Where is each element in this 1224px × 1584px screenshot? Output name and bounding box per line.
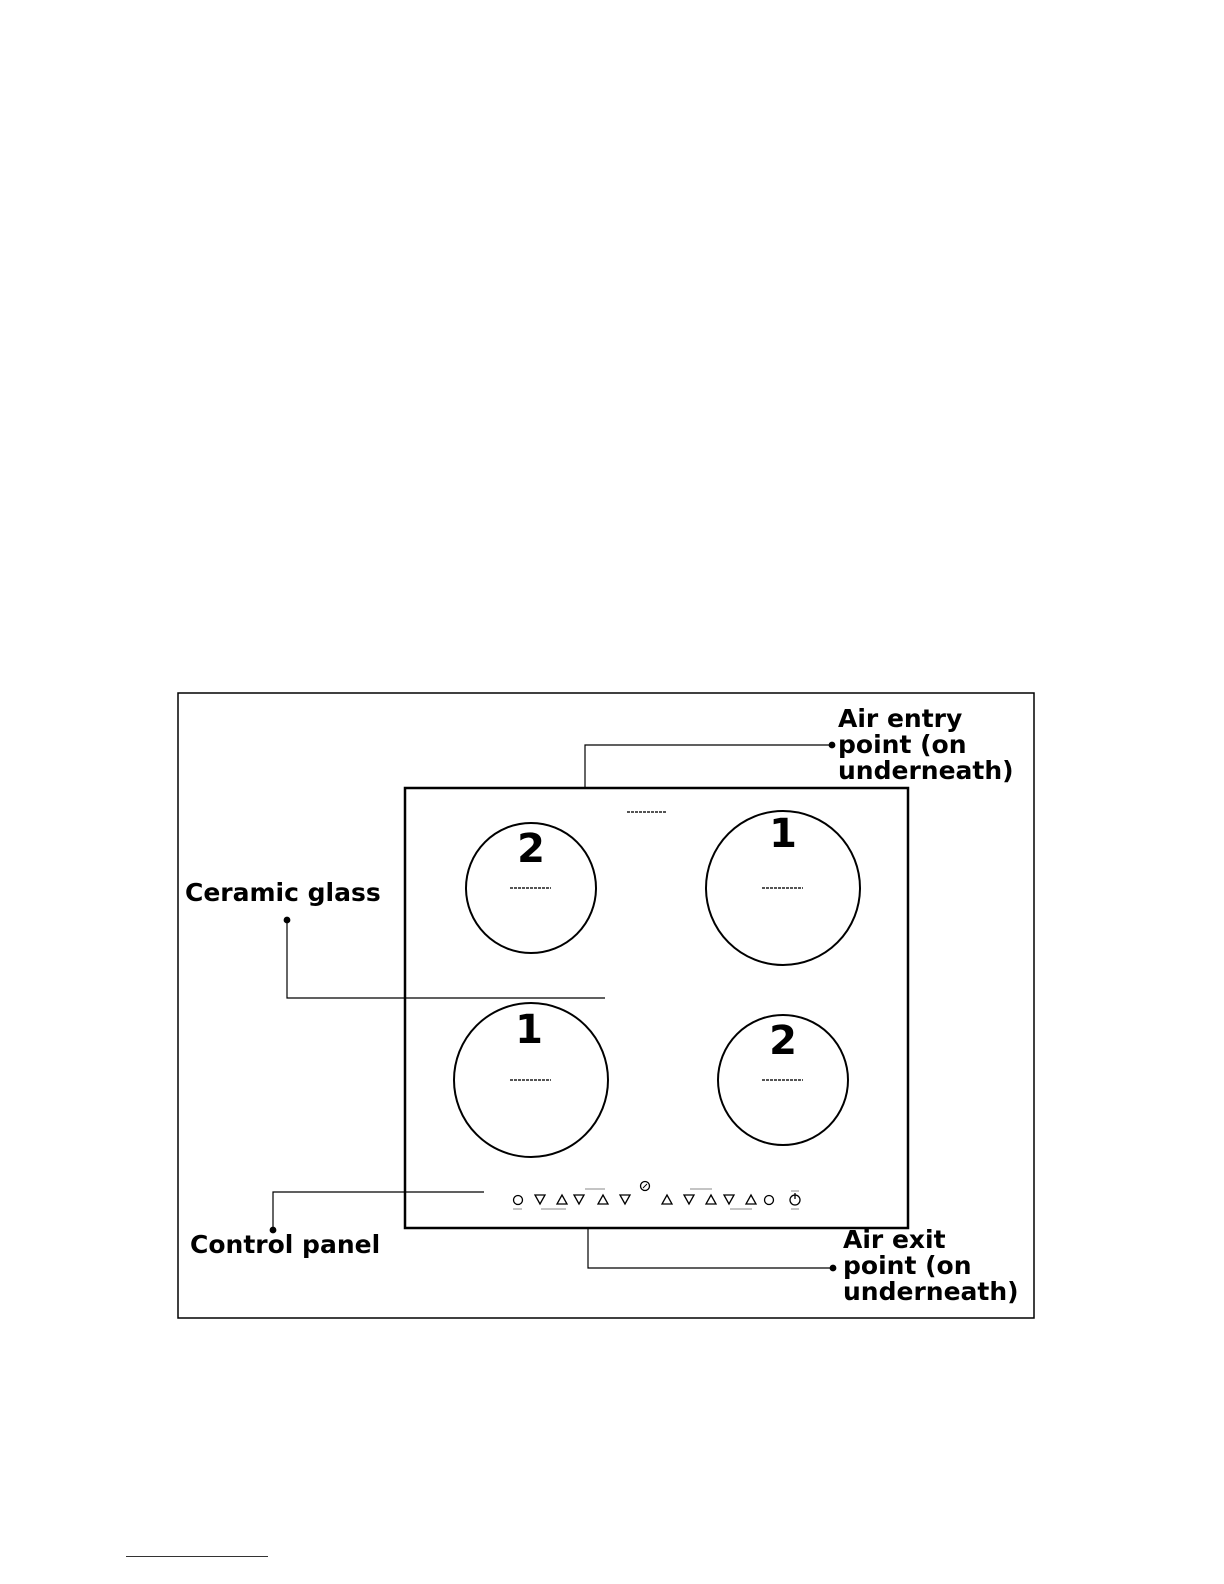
zone-number: 2 [769, 1018, 797, 1064]
air-entry-label [838, 704, 1014, 785]
air-exit-leader [588, 1228, 836, 1271]
air-entry-line-3: underneath) [838, 756, 1014, 785]
zone-number: 1 [769, 811, 797, 857]
ceramic-glass-label: Ceramic glass [185, 878, 381, 907]
air-exit-line-1: Air exit [843, 1225, 946, 1254]
zone-number: 1 [515, 1007, 543, 1053]
control-panel-label: Control panel [190, 1230, 381, 1259]
zone-number: 2 [517, 826, 545, 872]
footnote-separator [126, 1556, 268, 1557]
hob-glass-panel [405, 788, 908, 1228]
air-exit-line-3: underneath) [843, 1277, 1019, 1306]
air-exit-line-2: point (on [843, 1251, 972, 1280]
air-entry-line-1: Air entry [838, 704, 963, 733]
air-entry-leader [585, 742, 835, 788]
air-entry-line-2: point (on [838, 730, 967, 759]
air-exit-label [843, 1225, 1019, 1306]
